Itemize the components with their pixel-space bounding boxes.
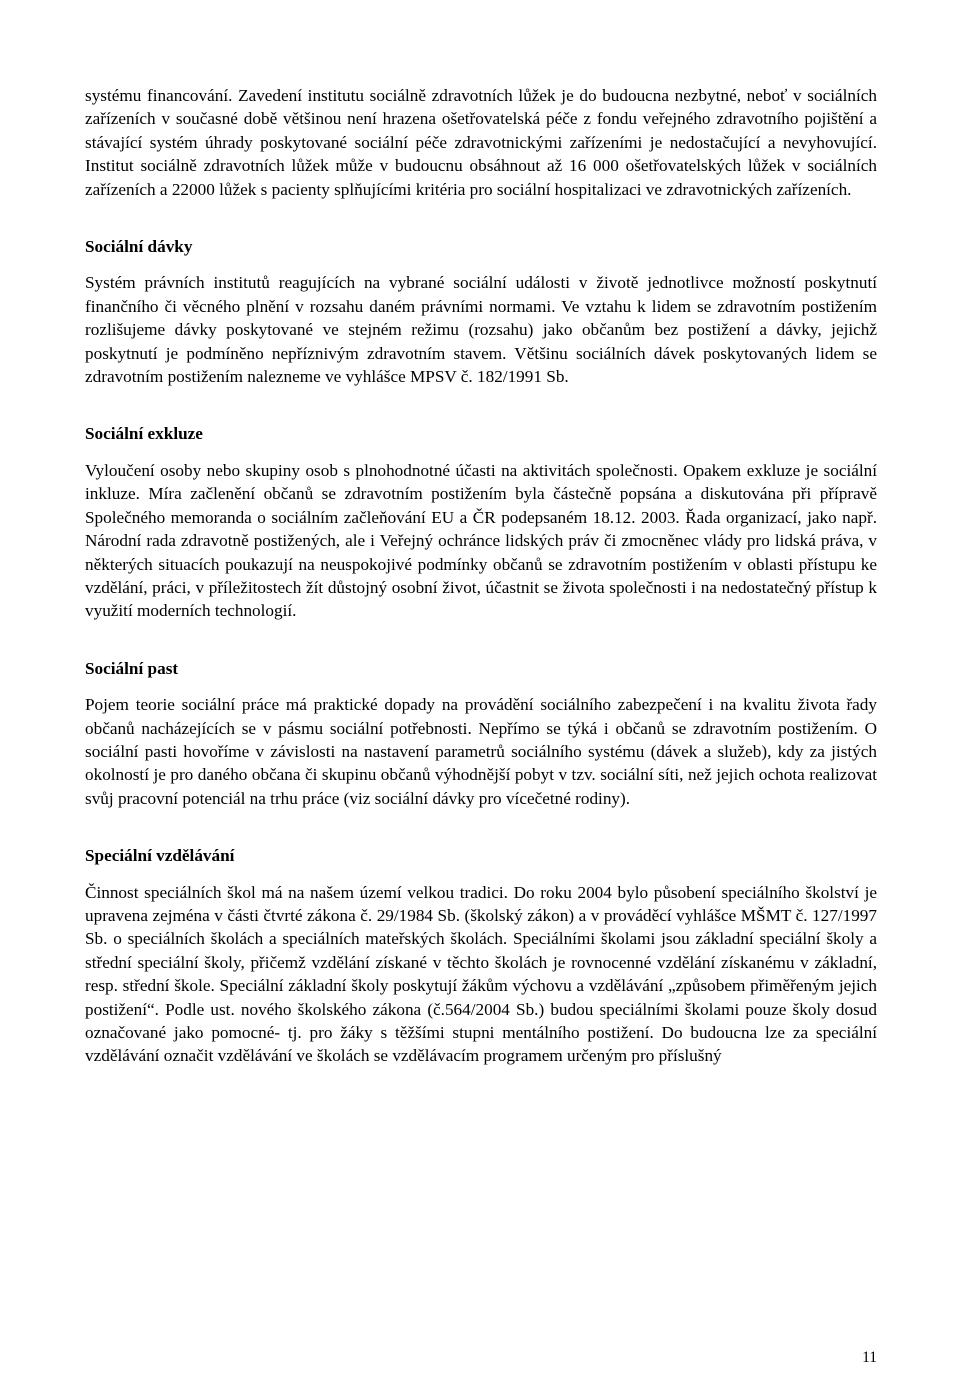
intro-paragraph: systému financování. Zavedení institutu sociálně zdravotních lůžek je do budoucna nezbytné, neboť v sociálních zařízeních v současné době většinou není hrazena ošetřovatelská péče z fondu veřejného zdravotního pojištění a stávající systém úhrady poskytované sociální péče zdravotnickými zařízeními je nedostačující a nevyhovující. Institut sociálně zdravotních lůžek může v budoucnu obsáhnout až 16 000 ošetřovatelských lůžek v sociálních zařízeních a 22000 lůžek s pacienty splňujícími kritéria pro sociální hospitalizaci ve zdravotnických zařízeních. xyxy=(85,86,877,199)
section-socialni-exkluze xyxy=(85,422,877,622)
section-heading: Sociální past xyxy=(85,658,179,678)
section-specialni-vzdelavani xyxy=(85,844,877,1068)
section-socialni-davky xyxy=(85,235,877,388)
page-number: 11 xyxy=(862,1349,877,1366)
document-page xyxy=(85,84,877,1068)
section-heading: Sociální exkluze xyxy=(85,424,203,444)
section-paragraph: Pojem teorie sociální práce má praktické dopady na provádění sociálního zabezpečení i na kvalitu života řady občanů nacházejících se v pásmu sociální potřebnosti. Nepřímo se týká i občanů se zdravotním postižením. O sociální pasti hovoříme v závislosti na nastavení parametrů sociálního systému (dávek a služeb), kdy za jistých okolností je pro daného občana či skupinu občanů výhodnější pobyt v tzv. sociální síti, než jejich ochota realizovat svůj pracovní potenciál na trhu práce (viz sociální dávky pro vícečetné rodiny). xyxy=(85,695,877,808)
section-socialni-past xyxy=(85,657,877,810)
section-paragraph: Činnost speciálních škol má na našem území velkou tradici. Do roku 2004 bylo působení speciálního školství je upravena zejména v části čtvrté zákona č. 29/1984 Sb. (školský zákon) a v prováděcí vyhlášce MŠMT č. 127/1997 Sb. o speciálních školách a speciálních mateřských školách. Speciálními školami jsou základní speciální školy a střední speciální školy, přičemž vzdělání získané v těchto školách je rovnocenné vzdělání získanému v základní, resp. střední škole. Speciální základní školy poskytují žákům výchovu a vzdělávání „způsobem přiměřeným jejich postižení“. Podle ust. nového školského zákona (č.564/2004 Sb.) budou speciálními školami pouze školy dosud označované jako pomocné- tj. pro žáky s těžšími stupni mentálního postižení. Do budoucna lze za speciální vzdělávání označit vzdělávání ve školách se vzdělávacím programem určeným pro příslušný xyxy=(85,882,877,1066)
section-heading: Sociální dávky xyxy=(85,237,193,257)
section-heading: Speciální vzdělávání xyxy=(85,846,235,866)
section-paragraph: Vyloučení osoby nebo skupiny osob s plnohodnotné účasti na aktivitách společnosti. Opakem exkluze je sociální inkluze. Míra začlenění občanů se zdravotním postižením byla částečně popsána a diskutována při přípravě Společného memoranda o sociálním začleňování EU a ČR podepsaném 18.12. 2003. Řada organizací, jako např. Národní rada zdravotně postižených, ale i Veřejný ochránce lidských práv či zmocněnec vlády pro lidská práva, v některých situacích poukazují na neuspokojivé podmínky občanů se zdravotním postižením v oblasti přístupu ke vzdělání, práci, v příležitostech žít důstojný osobní život, účastnit se života společnosti i na nedostatečný přístup k využití moderních technologií. xyxy=(85,460,877,621)
section-paragraph: Systém právních institutů reagujících na vybrané sociální události v životě jednotlivce možností poskytnutí finančního či věcného plnění v rozsahu daném právními normami. Ve vztahu k lidem se zdravotním postižením rozlišujeme dávky poskytované ve stejném režimu (rozsahu) jako občanům bez postižení a dávky, jejichž poskytnutí je podmíněno nepříznivým zdravotním stavem. Většinu sociálních dávek poskytovaných lidem se zdravotním postižením nalezneme ve vyhlášce MPSV č. 182/1991 Sb. xyxy=(85,273,877,387)
